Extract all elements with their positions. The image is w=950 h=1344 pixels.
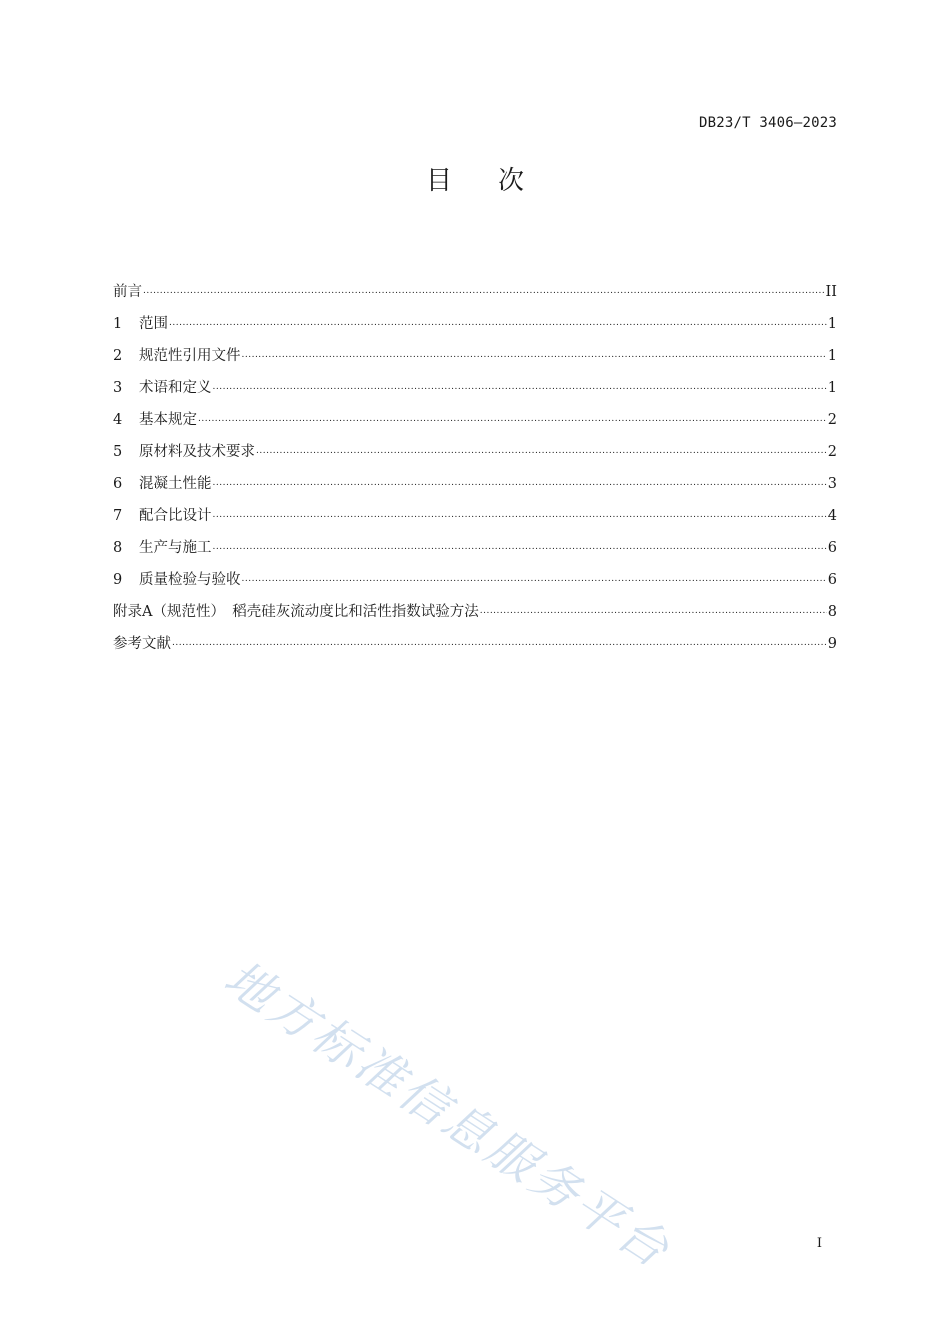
toc-leader-dots [213,501,827,527]
toc-leader-dots [213,469,827,495]
toc-entry-number: 4 [113,412,123,428]
watermark-text: 地方标准信息服务平台 [214,949,681,1280]
toc-entry-page: 6 [827,572,837,588]
toc-entry[interactable] [113,472,837,504]
toc-entry-label: 质量检验与验收 [139,572,241,588]
toc-entry[interactable] [113,344,837,376]
toc-entry[interactable] [113,408,837,440]
toc-leader-dots [169,309,827,335]
toc-entry[interactable] [113,280,837,312]
toc-entry[interactable] [113,600,837,632]
toc-entry-label: 混凝土性能 [139,476,212,492]
toc-leader-dots [213,533,827,559]
toc-leader-dots [242,341,827,367]
toc-leader-dots [213,373,827,399]
toc-entry-number: 7 [113,508,123,524]
toc-leader-dots [198,405,827,431]
toc-entry-number: 8 [113,540,123,556]
toc-entry[interactable] [113,376,837,408]
toc-entry-label: 前言 [113,284,142,300]
toc-entry-number: 2 [113,348,123,364]
toc-entry-page: 4 [827,508,837,524]
toc-entry-label: 附录A（规范性） 稻壳硅灰流动度比和活性指数试验方法 [113,604,479,620]
toc-entry[interactable] [113,504,837,536]
toc-entry-page: 8 [827,604,837,620]
toc-entry-label: 基本规定 [139,412,197,428]
toc-entry-page: 3 [827,476,837,492]
toc-entry-number: 9 [113,572,123,588]
toc-entry-number: 3 [113,380,123,396]
toc-leader-dots [143,277,825,303]
toc-leader-dots [256,437,827,463]
toc-entry-page: 2 [827,412,837,428]
toc-entry-page: 6 [827,540,837,556]
toc-entry-label: 规范性引用文件 [139,348,241,364]
page-number: I [816,1236,822,1251]
toc-entry-label: 原材料及技术要求 [139,444,255,460]
toc-leader-dots [242,565,827,591]
toc-entry-label: 生产与施工 [139,540,212,556]
toc-leader-dots [172,629,827,655]
toc-entry[interactable] [113,536,837,568]
toc-entry-label: 参考文献 [113,636,171,652]
toc-entry-number: 1 [113,316,123,332]
toc-entry-page: 9 [827,636,837,652]
toc-entry-page: 1 [827,380,837,396]
toc-entry-number: 6 [113,476,123,492]
table-of-contents [113,280,837,664]
toc-entry-label: 范围 [139,316,168,332]
toc-entry[interactable] [113,632,837,664]
page-title: 目次 [425,166,570,196]
toc-entry-page: 2 [827,444,837,460]
toc-entry-number: 5 [113,444,123,460]
toc-entry[interactable] [113,312,837,344]
toc-entry-page: II [825,284,837,300]
toc-entry-page: 1 [827,348,837,364]
standard-code: DB23/T 3406—2023 [698,115,837,131]
toc-leader-dots [480,597,827,623]
toc-entry-label: 术语和定义 [139,380,212,396]
toc-entry-page: 1 [827,316,837,332]
toc-entry[interactable] [113,440,837,472]
toc-entry[interactable] [113,568,837,600]
toc-entry-label: 配合比设计 [139,508,212,524]
